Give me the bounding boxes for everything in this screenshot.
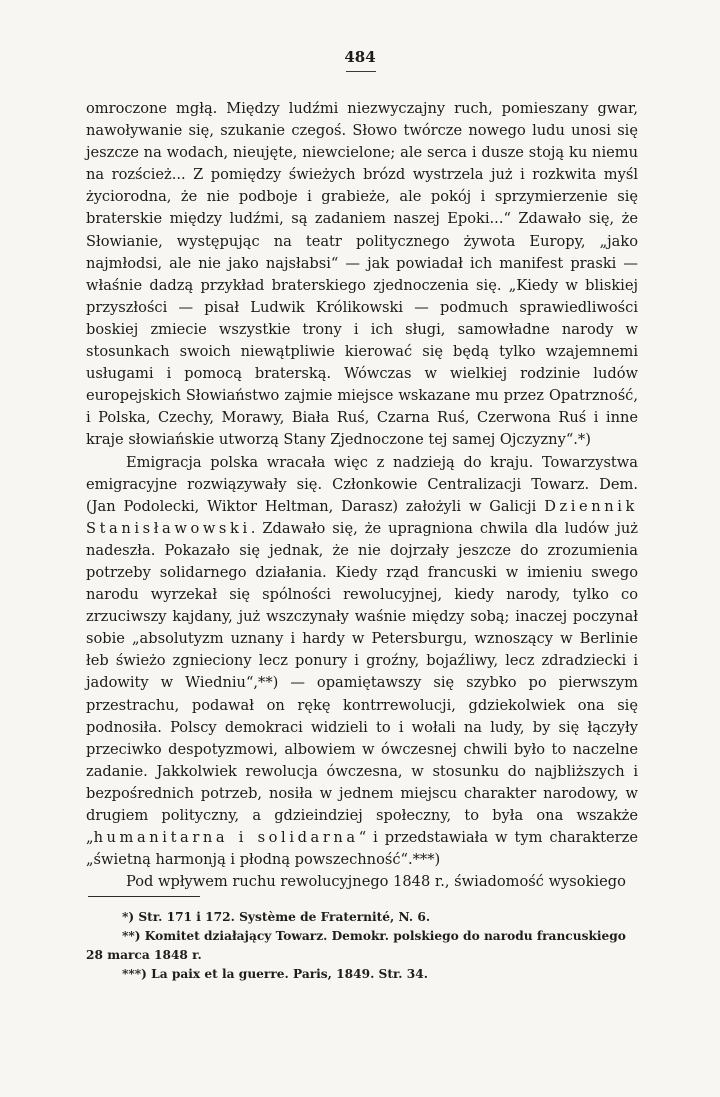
paragraph-text: Pod wpływem ruchu rewolucyjnego 1848 r., świadomość wysokiego bbox=[126, 873, 626, 891]
page-number-underline bbox=[346, 71, 376, 72]
paragraph-emigration bbox=[86, 452, 638, 872]
footnote-separator bbox=[88, 896, 200, 897]
paragraph-1848 bbox=[86, 871, 638, 893]
footnote-2: **) Komitet działający Towarz. Demokr. polskiego do narodu francuskiego 28 marca 1848 r. bbox=[86, 929, 626, 962]
paragraph-text: “ i przedstawiała w tym charakterze „świetną harmonją i płodną powszechność“.***) bbox=[86, 829, 638, 869]
spaced-title-dziennik: Dziennik Stanisławowski bbox=[86, 497, 638, 537]
body-text bbox=[86, 98, 638, 893]
paragraph-continuation bbox=[86, 98, 638, 452]
page-number: 484 bbox=[344, 48, 376, 66]
paragraph-text: . Zdawało się, że upragniona chwila dla ludów już nadeszła. Pokazało się jednak, że nie dojrzały jeszcze do zrozumienia potrzeby solidarnego działania. Kiedy rząd francuski w imieniu swego narodu wyrzekał się spólności rewolucyjnej, kiedy narody, tylko co zrzuciwszy kajdany, już wszczynały waśnie między sobą; inaczej poczynał sobie „absolutyzm uznany i hardy w Petersburgu, wznoszący w Berlinie łeb świeżo zgnieciony lecz ponury i groźny, bojaźliwy, lecz zdradziecki i jadowity w Wiedniu“,**) — opamiętawszy się szybko po pierwszym przestrachu, podawał on rękę kontrrewolucji, gdziekolwiek ona się podnosiła. Polscy demokraci widzieli to i wołali na ludy, by się łączyły przeciwko despotyzmowi, albowiem w ówczesnej chwili było to naczelne zadanie. Jakkolwiek rewolucja ówczesna, w stosunku do najbliższych i bezpośrednich potrzeb, nosiła w jednem miejscu charakter narodowy, w drugiem polityczny, a gdzieindziej społeczny, to była ona wszakże „ bbox=[86, 519, 638, 847]
footnote-3: ***) La paix et la guerre. Paris, 1849. Str. 34. bbox=[122, 967, 428, 981]
spaced-emphasis-humanitarna: humanitarna i solidarna bbox=[93, 829, 359, 847]
footnote-1: *) Str. 171 i 172. Système de Fraternité, N. 6. bbox=[122, 910, 431, 924]
paragraph-text: Emigracja polska wracała więc z nadzieją do kraju. Towarzystwa emigracyjne rozwiązywały się. Członkowie Centralizacji Towarz. Dem. (Jan Podolecki, Wiktor Heltman, Darasz) założyli w Galicji bbox=[86, 453, 638, 515]
paragraph-text: omroczone mgłą. Między ludźmi niezwyczajny ruch, pomieszany gwar, nawoływanie się, szukanie czegoś. Słowo twórcze nowego ludu unosi się jeszcze na wodach, nieujęte, niewcielone; ale serca i dusze stoją ku niemu na rozścież... Z pomiędzy świeżych brózd wystrzela już i rozkwita myśl życiorodna, że nie podboje i grabieże, ale pokój i sprzymierzenie się braterskie między ludźmi, są zadaniem naszej Epoki...“ Zdawało się, że Słowianie, występując na teatr politycznego żywota Europy, „jako najmłodsi, ale nie jako najsłabsi“ — jak powiadał ich manifest praski — właśnie dadzą przykład braterskiego zjednoczenia się. „Kiedy w bliskiej przyszłości — pisał Ludwik Królikowski — podmuch sprawiedliwości boskiej zmiecie wszystkie trony i ich sługi, samowładne narody w stosunkach swoich niewątpliwie kierować się będą tylko wzajemnemi usługami i pomocą braterską. Wówczas w wielkiej rodzinie ludów europejskich Słowiaństwo zajmie miejsce wskazane mu przez Opatrzność, i Polska, Czechy, Morawy, Biała Ruś, Czarna Ruś, Czerwona Ruś i inne kraje słowiańskie utworzą Stany Zjednoczone tej samej Ojczyzny“.*) bbox=[86, 100, 638, 449]
footnotes bbox=[86, 908, 638, 984]
